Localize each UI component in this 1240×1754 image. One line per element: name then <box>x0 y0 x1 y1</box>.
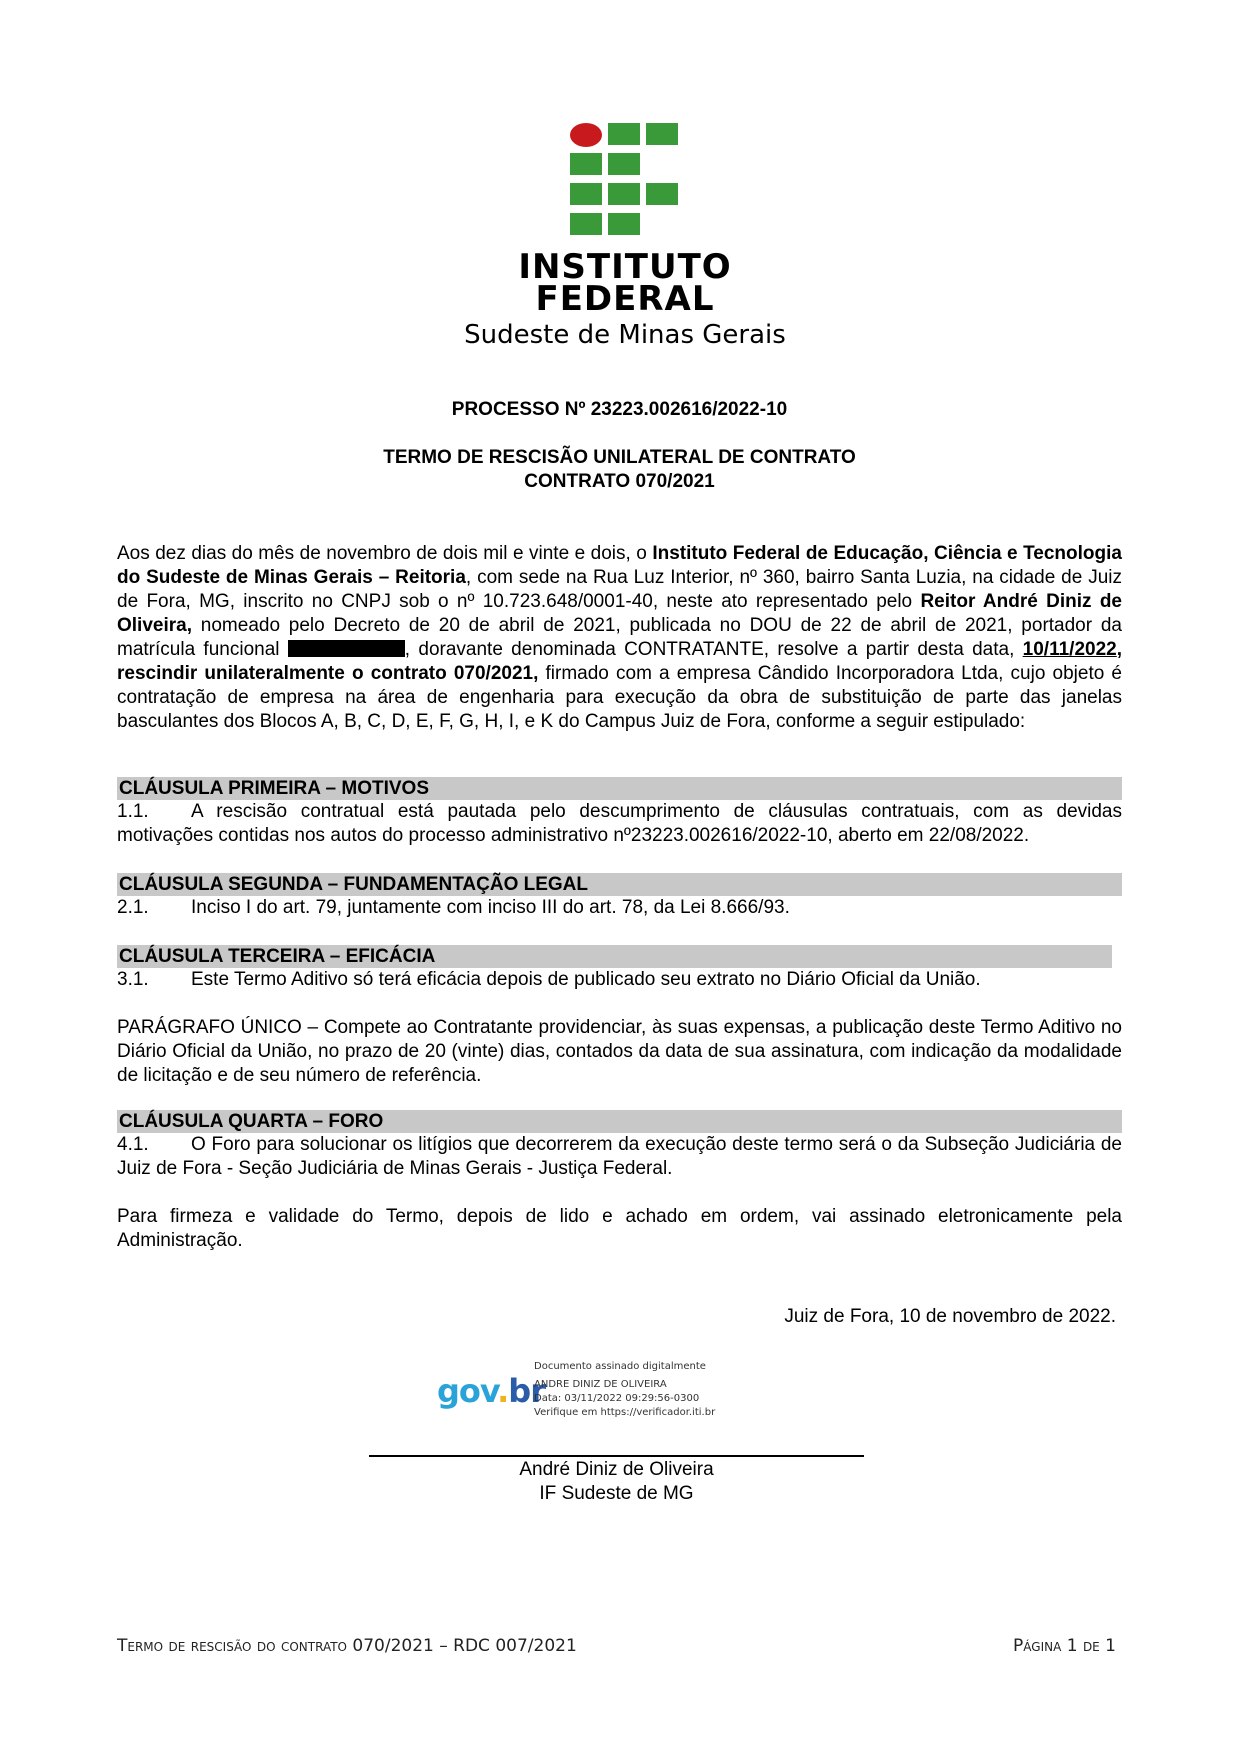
govbr-logo: gov.br <box>437 1372 545 1410</box>
stamp-date: Data: 03/11/2022 09:29:56-0300 <box>534 1393 700 1404</box>
stamp-verify: Verifique em https://verificador.iti.br <box>534 1407 716 1418</box>
clause-3-title: CLÁUSULA TERCEIRA – EFICÁCIA <box>117 945 1112 968</box>
stamp-line-1: Documento assinado digitalmente <box>534 1361 706 1372</box>
clause-1-item: 1.1. A rescisão contratual está pautada pelo descumprimento de cláusulas contratuais, com as devidas motivações contidas nos autos do processo administrativo nº23223.002616/2022-10, aberto em 22/08/2022. <box>117 801 1122 846</box>
signer-name: André Diniz de Oliveira <box>519 1459 714 1480</box>
footer-title: Termo de rescisão do contrato 070/2021 – RDC 007/2021 <box>117 1636 577 1656</box>
clause-4-title: CLÁUSULA QUARTA – FORO <box>117 1110 1122 1133</box>
clause-1-title: CLÁUSULA PRIMEIRA – MOTIVOS <box>117 777 1122 800</box>
logo-line-2: FEDERAL <box>535 279 715 319</box>
paragrafo-unico: PARÁGRAFO ÚNICO – Compete ao Contratante providenciar, às suas expensas, a publicação deste Termo Aditivo no Diário Oficial da União, no prazo de 20 (vinte) dias, contados da data de sua assinatura, com indicação da modalidade de licitação e de seu número de referência. <box>117 1017 1122 1086</box>
clause-4-item: 4.1. O Foro para solucionar os litígios que decorrerem da execução deste termo será o da Subseção Judiciária de Juiz de Fora - Seção Judiciária de Minas Gerais - Justiça Federal. <box>117 1134 1122 1179</box>
page-number: Página 1 de 1 <box>1013 1636 1116 1656</box>
redacted-block <box>288 640 405 657</box>
logo-grid-icon <box>570 123 680 238</box>
digital-signature-stamp <box>437 1360 737 1422</box>
closing-paragraph: Para firmeza e validade do Termo, depois de lido e achado em ordem, vai assinado eletronicamente pela Administração. <box>117 1206 1122 1251</box>
logo-line-3: Sudeste de Minas Gerais <box>464 320 786 350</box>
process-number: PROCESSO Nº 23223.002616/2022-10 <box>451 399 788 420</box>
logo-red-dot <box>570 123 602 147</box>
institution-logo <box>435 120 815 360</box>
clause-2-title: CLÁUSULA SEGUNDA – FUNDAMENTAÇÃO LEGAL <box>117 873 1122 896</box>
stamp-signer: ANDRE DINIZ DE OLIVEIRA <box>534 1379 667 1390</box>
intro-paragraph: Aos dez dias do mês de novembro de dois mil e vinte e dois, o Instituto Federal de Educação, Ciência e Tecnologia do Sudeste de Minas Gerais – Reitoria, com sede na Rua Luz Interior, nº 360, bairro Santa Luzia, na cidade de Juiz de Fora, MG, inscrito no CNPJ sob o nº 10.723.648/0001-40, neste ato representado pelo Reitor André Diniz de Oliveira, nomeado pelo Decreto de 20 de abril de 2021, publicada no DOU de 22 de abril de 2021, portador da matrícula funcional , doravante denominada CONTRATANTE, resolve a partir desta data, 10/11/2022, rescindir unilateralmente o contrato 070/2021, firmado com a empresa Cândido Incorporadora Ltda, cujo objeto é contratação de empresa na área de engenharia para execução da obra de substituição de parte das janelas basculantes dos Blocos A, B, C, D, E, F, G, H, I, e K do Campus Juiz de Fora, conforme a seguir estipulado: <box>117 543 1123 732</box>
contract-number: CONTRATO 070/2021 <box>524 471 715 492</box>
logo-line-1: INSTITUTO <box>518 247 732 287</box>
document-title: TERMO DE RESCISÃO UNILATERAL DE CONTRATO <box>383 447 856 468</box>
date-place: Juiz de Fora, 10 de novembro de 2022. <box>784 1306 1116 1327</box>
clause-3-item: 3.1. Este Termo Aditivo só terá eficácia depois de publicado seu extrato no Diário Oficial da União. <box>117 969 981 990</box>
clause-2-item: 2.1. Inciso I do art. 79, juntamente com inciso III do art. 78, da Lei 8.666/93. <box>117 897 790 918</box>
signer-org: IF Sudeste de MG <box>539 1483 694 1504</box>
signature-line <box>369 1455 864 1457</box>
